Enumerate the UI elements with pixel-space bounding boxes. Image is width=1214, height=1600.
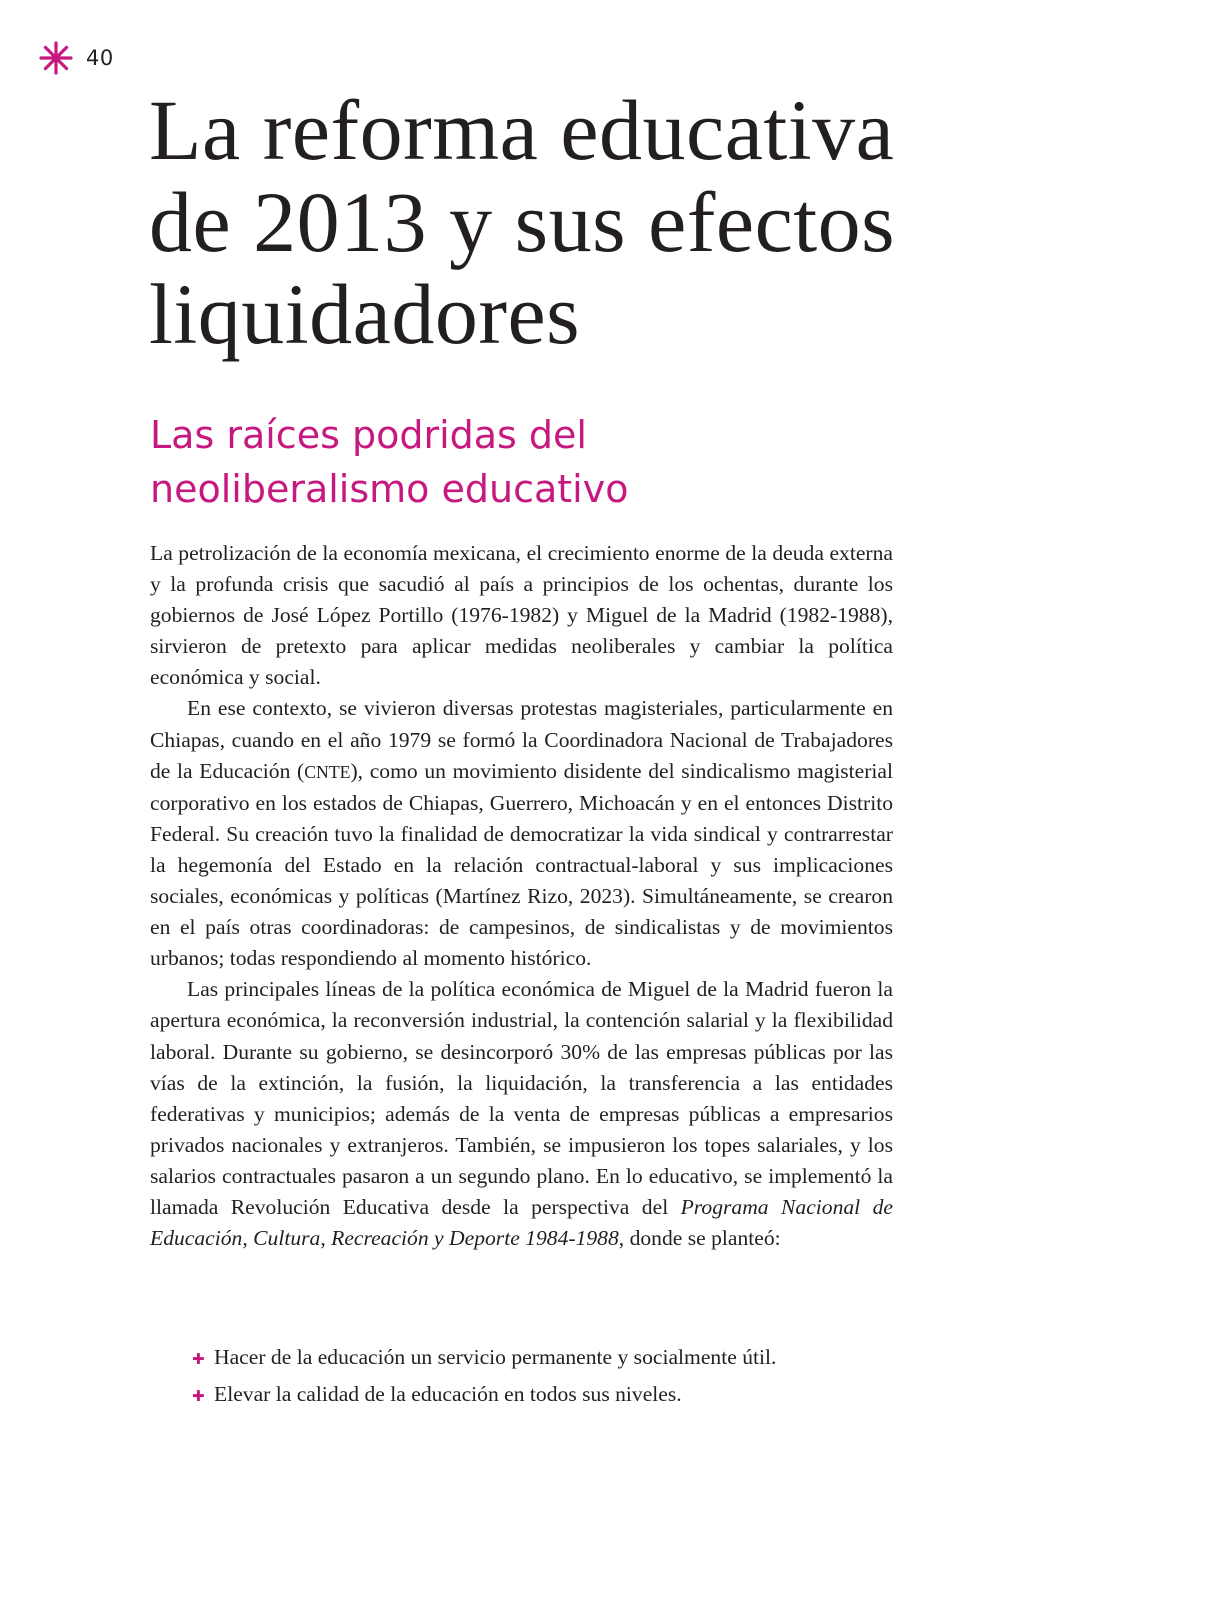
paragraph bbox=[150, 693, 893, 974]
body-text bbox=[150, 538, 893, 1254]
bullet-icon: ✚ bbox=[192, 1387, 205, 1405]
section-title-line: Las raíces podridas del bbox=[150, 413, 587, 457]
program-title: Programa Nacional de Educación, Cultura, Recreación y Deporte 1984-1988 bbox=[150, 1194, 893, 1251]
chapter-title-line: de 2013 y sus efectos bbox=[149, 174, 896, 270]
paragraph: La petrolización de la economía mexicana, el crecimiento enorme de la deuda externa y la profunda crisis que sacudió al país a principios de los ochentas, durante los gobiernos de José López Portillo (1976-1982) y Miguel de la Madrid (1982-1988), sirvieron de pretexto para aplicar medidas neoliberales y cambiar la política económica y social. bbox=[150, 541, 893, 690]
bullet-icon: ✚ bbox=[192, 1350, 205, 1368]
chapter-title-line: La reforma educativa bbox=[149, 82, 895, 178]
list-item-text: Hacer de la educación un servicio permanente y socialmente útil. bbox=[214, 1345, 777, 1369]
list-item bbox=[192, 1340, 892, 1377]
paragraph-text: ), como un movimiento disidente del sindicalismo magisterial corporativo en los estados de Chiapas, Guerrero, Michoacán y en el entonces Distrito Federal. Su creación tuvo la finalidad de democratizar la vida sindical y contrarrestar la hegemonía del Estado en la relación contractual-laboral y sus implicaciones sociales, económicas y políticas (Martínez Rizo, 2023). Simultáneamente, se crearon en el país otras coordinadoras: de campesinos, de sindicalistas y de movimientos urbanos; todas respondiendo al momento histórico. bbox=[150, 758, 894, 971]
page-header bbox=[38, 40, 114, 76]
list-item bbox=[192, 1377, 892, 1414]
acronym: CNTE bbox=[304, 761, 351, 782]
chapter-title-line: liquidadores bbox=[149, 266, 581, 362]
paragraph-text: En ese contexto, se vivieron diversas protestas magisteriales, particularmente en Chiapas, cuando en el año 1979 se formó la Coordinadora Nacional de Trabajadores de la Educación ( bbox=[150, 696, 893, 783]
page-number: 40 bbox=[86, 46, 114, 70]
asterisk-icon bbox=[38, 40, 74, 76]
paragraph-text: , donde se planteó: bbox=[618, 1226, 781, 1251]
paragraph bbox=[150, 974, 893, 1254]
chapter-title bbox=[149, 84, 1049, 360]
list-item-text: Elevar la calidad de la educación en todos sus niveles. bbox=[214, 1382, 682, 1406]
section-title-line: neoliberalismo educativo bbox=[150, 467, 629, 511]
bullet-list bbox=[192, 1340, 892, 1414]
paragraph-text: Las principales líneas de la política económica de Miguel de la Madrid fueron la apertura económica, la reconversión industrial, la contención salarial y la flexibilidad laboral. Durante su gobierno, se desincorporó 30% de las empresas públicas por las vías de la extinción, la fusión, la liquidación, la transferencia a las entidades federativas y municipios; además de la venta de empresas públicas a empresarios privados nacionales y extranjeros. También, se impusieron los topes salariales, y los salarios contractuales pasaron a un segundo plano. En lo educativo, se implementó la llamada Revolución Educativa desde la perspectiva del bbox=[150, 977, 893, 1219]
section-title bbox=[150, 408, 910, 516]
